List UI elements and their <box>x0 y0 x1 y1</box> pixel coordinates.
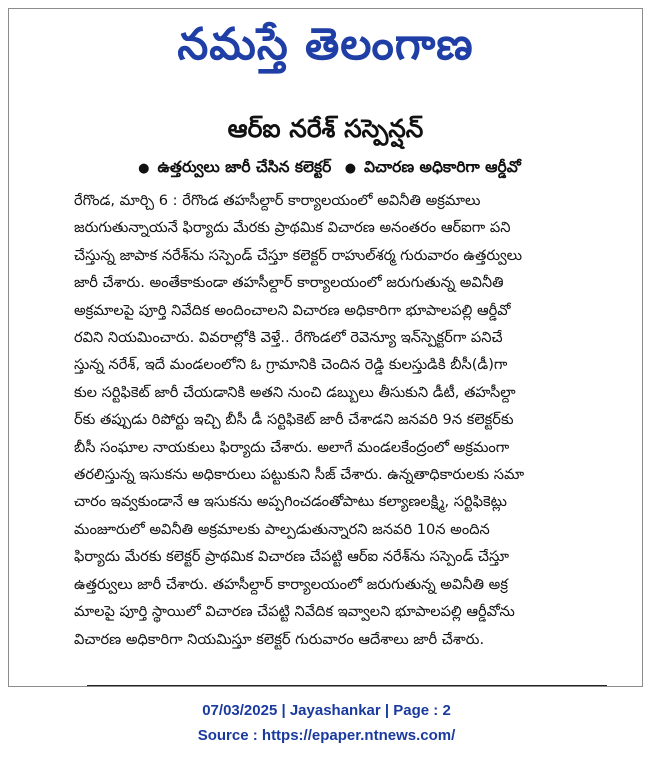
article-line: మంజూరులో అవినీతి అక్రమాలకు పాల్పడుతున్నారని జనవరి 10న అందిన <box>74 520 490 538</box>
article-line: విచారణ అధికారిగా నియమిస్తూ కలెక్టర్ గురువారం ఆదేశాలు జారీ చేశారు. <box>74 630 485 648</box>
bullet-icon: ● <box>344 161 357 176</box>
article-line: తరలిస్తున్న ఇసుకను అధికారులు పట్టుకుని సీజ్ చేశారు. ఉన్నతాధికారులకు సమా <box>74 466 525 484</box>
article-body <box>74 187 628 653</box>
article-line: రవిని నియమించారు. వివరాల్లోకి వెళ్తే.. రేగొండలో రెవెన్యూ ఇన్‌స్పెక్టర్‌గా పనిచే <box>74 329 503 347</box>
article-headline: ఆర్ఐ నరేశ్ సస్పెన్షన్ <box>227 114 424 143</box>
subhead-1: ఉత్తర్వులు జారీ చేసిన కలెక్టర్ <box>157 158 332 176</box>
article-line: అక్రమాలపై పూర్తి నివేదిక అందించాలని విచారణ అధికారిగా భూపాలపల్లి ఆర్డీవో <box>74 301 511 319</box>
article-line: కుల సర్టిఫికెట్ జారీ చేయడానికి అతని నుంచి డబ్బులు తీసుకుని డీటీ, తహసీల్దా <box>74 383 516 401</box>
article-line: చేస్తున్న జాపాక నరేశ్‌ను సస్పెండ్ చేస్తూ కలెక్టర్ రాహుల్‌శర్మ గురువారం ఉత్తర్వులు <box>74 246 523 264</box>
masthead-title: నమస్తే తెలంగాణ <box>177 19 474 70</box>
bullet-icon: ● <box>138 161 150 176</box>
article-subheads <box>9 155 642 181</box>
article-line: బీసీ సంఘాల నాయకులు ఫిర్యాదు చేశారు. అలాగే మండలకేంద్రంలో అక్రమంగా <box>74 438 510 456</box>
cut-off-text-shape <box>87 673 607 687</box>
clipping-meta: 07/03/2025 | Jayashankar | Page : 2 <box>202 702 451 719</box>
article-line: జారీ చేశారు. అంతేకాకుండా తహసీల్దార్ కార్యాలయంలో జరుగుతున్న అవినీతి <box>74 274 504 292</box>
article-line: రేగొండ, మార్చి 6 : రేగొండ తహసీల్దార్ కార్యాలయంలో అవినీతి అక్రమాలు <box>74 192 481 209</box>
article-line: చారం ఇవ్వకుండానే ఆ ఇసుకను అప్పగించడంతోపాటు కల్యాణలక్ష్మి, సర్టిఫికెట్లు <box>74 493 507 511</box>
article-line: స్తున్న నరేశ్, ఇదే మండలంలోని ఓ గ్రామానికి చెందిన రెడ్డి కులస్తుడికి బీసీ(డీ)గా <box>74 356 508 374</box>
article-line: ర్‌కు తప్పుడు రిపోర్టు ఇచ్చి బీసీ డీ సర్టిఫికెట్ జారీ చేశాడని జనవరి 9న కలెక్టర్‌కు <box>74 411 514 429</box>
subhead-2: విచారణ అధికారిగా ఆర్డీవో <box>364 158 521 176</box>
newspaper-clipping <box>8 8 643 687</box>
article-line: ఫిర్యాదు మేరకు కలెక్టర్ ప్రాథమిక విచారణ చేపట్టి ఆర్ఐ నరేశ్‌ను సస్పెండ్ చేస్తూ <box>74 548 509 566</box>
article-line: మాలపై పూర్తి స్థాయిలో విచారణ చేపట్టి నివేదిక ఇవ్వాలని భూపాలపల్లి ఆర్డీవోను <box>74 603 515 621</box>
article-line: ఉత్తర్వులు జారీ చేశారు. తహసీల్దార్ కార్యాలయంలో జరుగుతున్న అవినీతి అక్ర <box>74 575 508 593</box>
article-line: జరుగుతున్నాయనే ఫిర్యాదు మేరకు ప్రాథమిక విచారణ అనంతరం ఆర్ఐగా పని <box>74 219 511 237</box>
next-article-cut-off <box>87 673 612 687</box>
clipping-source: Source : https://epaper.ntnews.com/ <box>197 727 456 744</box>
